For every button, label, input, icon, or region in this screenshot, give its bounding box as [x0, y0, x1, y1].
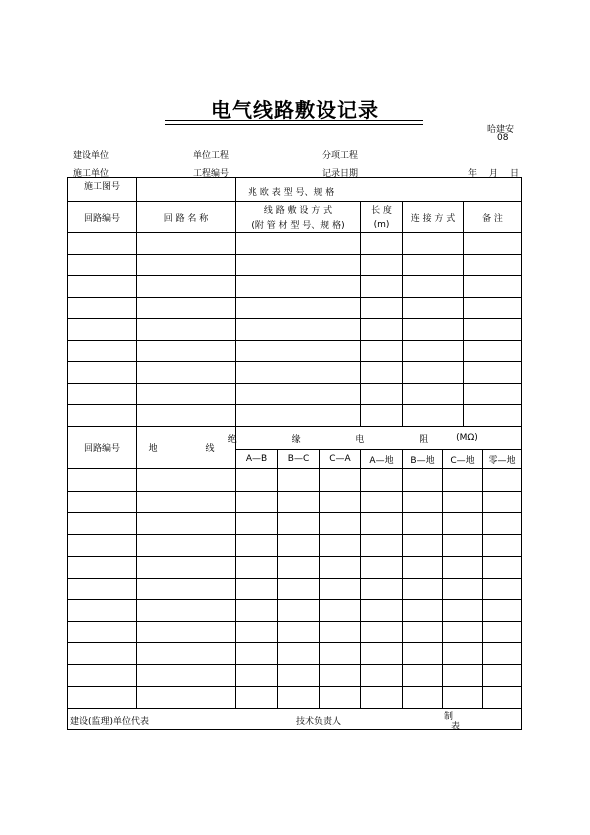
form-code-number: 08	[497, 133, 509, 143]
insulation-resistance-label: 绝 缘 电 阻	[227, 434, 455, 445]
col-c-a: C—A	[329, 454, 351, 464]
builder-unit-label: 施工单位	[73, 169, 110, 179]
record-date-label: 记录日期	[322, 169, 359, 179]
col-circuit-no: 回路编号	[83, 213, 120, 224]
supervisor-representative-label: 建设(监理)单位代表	[70, 717, 150, 727]
project-number-label: 工程编号	[193, 169, 230, 179]
col2-ground-char1: 地	[148, 444, 158, 454]
form-code: 哈建安	[487, 125, 515, 135]
col-remark: 备 注	[482, 213, 503, 224]
construction-unit-label: 建设单位	[73, 151, 110, 161]
page-title: 电气线路敷设记录	[211, 98, 379, 122]
sub-project-label: 分项工程	[322, 151, 359, 161]
col-c-ground: C—地	[450, 455, 475, 466]
drawing-no-label: 施工图号	[83, 181, 120, 192]
col2-ground-char2: 线	[205, 444, 215, 454]
col-laying-method-note: (附 管 材 型 号、规 格)	[251, 221, 345, 231]
col-laying-method: 线 路 敷 设 方 式	[263, 206, 333, 216]
prepared-by-char2: 表	[451, 722, 461, 732]
col-connection-method: 连 接 方 式	[410, 213, 456, 224]
unit-project-label: 单位工程	[193, 151, 230, 161]
insulation-unit: (MΩ)	[456, 433, 478, 443]
col-b-ground: B—地	[410, 455, 435, 466]
megger-model-label: 兆 欧 表 型 号、规 格	[248, 187, 335, 198]
col2-circuit-no: 回路编号	[83, 444, 120, 454]
year-label: 年	[468, 169, 478, 179]
col-neutral-ground: 零—地	[488, 455, 516, 466]
col-length-unit: (m)	[373, 219, 390, 230]
month-label: 月	[489, 169, 499, 179]
col-a-ground: A—地	[369, 455, 394, 466]
col-circuit-name: 回 路 名 称	[163, 213, 209, 224]
prepared-by-char1: 制	[444, 712, 454, 722]
col-length: 长 度	[371, 206, 392, 216]
col-b-c: B—C	[287, 454, 310, 464]
day-label: 日	[510, 169, 520, 179]
col-a-b: A—B	[245, 454, 268, 464]
technical-lead-label: 技术负责人	[296, 717, 342, 727]
